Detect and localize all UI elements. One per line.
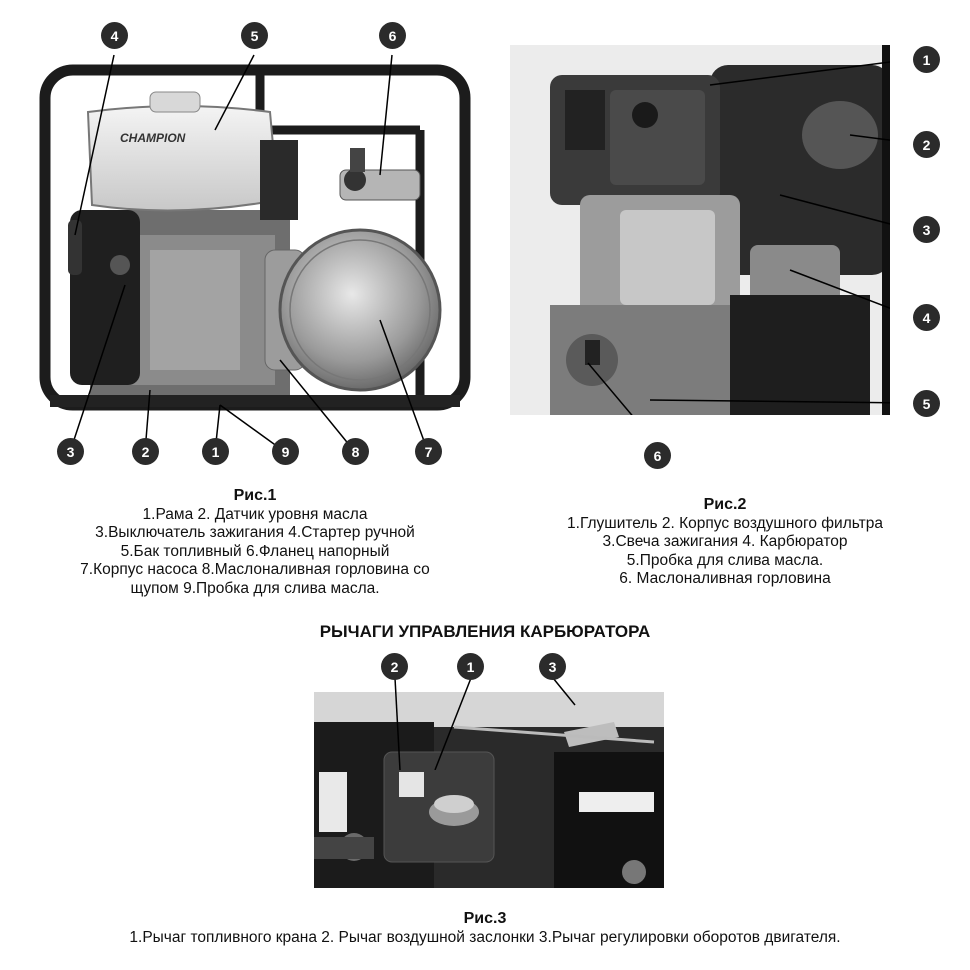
fig1-marker-9: 9 — [272, 438, 299, 465]
fig3-leader-lines — [380, 650, 600, 770]
fig2-photo — [510, 45, 890, 415]
fig2-line: 5.Пробка для слива масла. — [626, 551, 824, 569]
section-title: РЫЧАГИ УПРАВЛЕНИЯ КАРБЮРАТОРА — [319, 622, 651, 641]
fig1-marker-5: 5 — [241, 22, 268, 49]
fig3-caption — [0, 910, 970, 947]
fig1-marker-4: 4 — [101, 22, 128, 49]
fig2-caption — [505, 496, 945, 589]
fig3-title: Рис.3 — [463, 910, 507, 927]
fig2-marker-6: 6 — [644, 442, 671, 469]
fig1-marker-7: 7 — [415, 438, 442, 465]
fig2-title: Рис.2 — [703, 496, 747, 513]
fig1-line: 7.Корпус насоса 8.Маслоналивная горловина со — [80, 561, 430, 578]
fig2-line: 1.Глушитель 2. Корпус воздушного фильтра — [567, 514, 883, 532]
fig1-marker-6: 6 — [379, 22, 406, 49]
fig1-photo — [30, 20, 480, 480]
fig1-marker-3: 3 — [57, 438, 84, 465]
fig1-marker-8: 8 — [342, 438, 369, 465]
fig2-marker-5: 5 — [913, 390, 940, 417]
engine-closeup-illustration — [510, 45, 890, 415]
fig2-line: 3.Свеча зажигания 4. Карбюратор — [602, 533, 848, 550]
fig2-marker-3: 3 — [913, 216, 940, 243]
fig1-line: 5.Бак топливный 6.Фланец напорный — [120, 542, 390, 560]
fig3-line: 1.Рычаг топливного крана 2. Рычаг воздушной заслонки 3.Рычаг регулировки оборотов двигателя. — [129, 928, 841, 946]
fig1-marker-1: 1 — [202, 438, 229, 465]
brand-logo: CHAMPION — [120, 131, 186, 145]
fig2-line: 6. Маслоналивная горловина — [619, 570, 831, 587]
fig1-line: 1.Рама 2. Датчик уровня масла — [142, 505, 368, 523]
fuel-tank — [88, 106, 278, 210]
choke-lever — [399, 772, 424, 797]
fig2-marker-1: 1 — [913, 46, 940, 73]
fig2-marker-4: 4 — [913, 304, 940, 331]
fig1-line: 3.Выключатель зажигания 4.Стартер ручной — [95, 524, 415, 541]
fig1-title: Рис.1 — [233, 487, 277, 504]
fig1-line: щупом 9.Пробка для слива масла. — [130, 579, 380, 597]
fig1-marker-2: 2 — [132, 438, 159, 465]
fig3-marker-1: 1 — [457, 653, 484, 680]
fig1-caption — [20, 487, 490, 598]
fig2-marker-2: 2 — [913, 131, 940, 158]
fig3-marker-3: 3 — [539, 653, 566, 680]
fig3-marker-2: 2 — [381, 653, 408, 680]
pump-illustration — [30, 20, 480, 480]
pump-housing — [280, 230, 440, 390]
